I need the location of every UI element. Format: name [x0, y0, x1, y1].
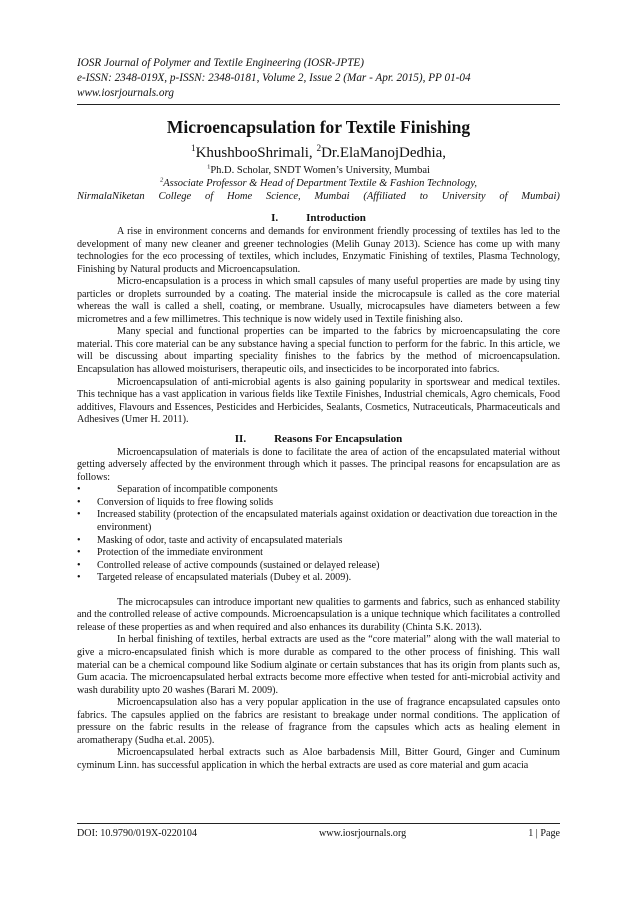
- list-item: [77, 535, 560, 548]
- affiliation-word: NirmalaNiketan: [77, 191, 145, 202]
- list-item: [77, 497, 560, 510]
- paragraph: Microencapsulation of materials is done to facilitate the area of action of the encapsulated material without getting adversely affected by the environment through which it passes. The principal reasons for encapsulation are as follows:: [77, 446, 560, 483]
- paragraph: In herbal finishing of textiles, herbal extracts are used as the “core material” along with the wall material to give a micro-encapsulated finish which is more durable as compared to the other process of finishing. This wall material can be a chemical compound like Sodium alginate or certain substances that has its origin from plants such as, Gum acacia. The microencapsulated herbal extracts become more effective when tested for anti-microbial activity and wash durability upto 20 washes (Barari M. 2009).: [77, 634, 560, 696]
- author-line: [77, 143, 560, 163]
- paragraph: Microencapsulation of anti-microbial agents is also gaining popularity in sportswear and medical textiles. This technique has a vast application in various fields like Textile Finishes, Industrial chemicals, Agro chemicals, Food additives, Flavours and Essences, Pesticides and Herbicides, Sealants, Cosmetics, Nutraceuticals, Pharmaceuticals and Adhesives (Umer H. 2011).: [77, 376, 560, 426]
- list-item-text: Protection of the immediate environment: [97, 547, 263, 559]
- paragraph: Microencapsulated herbal extracts such as Aloe barbadensis Mill, Bitter Gourd, Ginger and Cuminum cyminum Linn. has successful application in which the herbal extracts are used as core material and gum acacia: [77, 747, 560, 771]
- list-item: [77, 572, 560, 585]
- bullet-mark: •: [77, 572, 81, 584]
- affiliation-word: of: [205, 191, 214, 202]
- paragraph: Micro-encapsulation is a process in which small capsules of many useful properties are made by using tiny particles or droplets surrounded by a coating. The material inside the microcapsule is called as the core material whereas the wall is called a shell, coating, or membrane. Usually, microcapsules have diameters between a few micrometres and a few millimetres. This technique is now widely used in Textile finishing also.: [77, 276, 560, 325]
- bullet-mark: •: [77, 547, 81, 559]
- header-rule: [77, 104, 560, 105]
- section-number: II.: [234, 432, 247, 445]
- affiliation-word: University: [441, 191, 486, 202]
- list-item: [77, 560, 560, 573]
- affiliation-2-text: Associate Professor & Head of Department Textile & Fashion Technology,: [163, 178, 478, 189]
- bullet-mark: •: [77, 484, 81, 496]
- affiliation-word: Mumbai: [314, 191, 350, 202]
- author2-affiliation-mark: 2: [316, 144, 322, 154]
- bullet-mark: •: [77, 559, 81, 571]
- footer-doi: DOI: 10.9790/019X-0220104: [77, 828, 197, 839]
- list-item: [77, 509, 560, 534]
- footer-page-number: 1 | Page: [528, 828, 560, 839]
- bullet-mark: •: [77, 534, 81, 546]
- section-number: I.: [271, 212, 279, 224]
- affiliation-1-mark: 1: [207, 163, 211, 171]
- list-item-text: Controlled release of active compounds (sustained or delayed release): [97, 559, 380, 571]
- affiliation-word: Science,: [265, 191, 301, 202]
- page-footer: [77, 827, 560, 840]
- author1-affiliation-mark: 1: [190, 144, 196, 154]
- paragraph: Microencapsulation also has a very popular application in the use of fragrance encapsulated capsules onto fabrics. The capsules applied on the fabrics are resistant to breakage under normal conditions. The application of pressure on the fabric results in the release of fragrance from the capsules which acts as healing element in aromatherapy (Sudha et.al. 2005).: [77, 697, 560, 746]
- affiliation-2-mark: 2: [159, 176, 164, 184]
- list-item-text: Increased stability (protection of the encapsulated materials against oxidation or deactivation due toreaction in the environment): [97, 509, 558, 534]
- journal-website: www.iosrjournals.org: [77, 87, 174, 99]
- affiliation-2: [77, 177, 560, 190]
- bullet-mark: •: [77, 496, 81, 508]
- paper-body: [77, 211, 560, 772]
- paragraph: The microcapsules can introduce important new qualities to garments and fabrics, such as enhanced stability and the controlled release of active compounds. Microencapsulation is a unique technique which facilitates a controlled release of these properties as and when required and also enhances its durability (Chinta S.K. 2013).: [77, 596, 560, 633]
- author1-name: KhushbooShrimali,: [195, 145, 317, 161]
- list-item-text: Masking of odor, taste and activity of encapsulated materials: [97, 534, 343, 546]
- affiliation-2-continued: [77, 190, 560, 203]
- journal-name: IOSR Journal of Polymer and Textile Engineering (IOSR-JPTE): [77, 57, 364, 69]
- list-item-text: Targeted release of encapsulated materials (Dubey et al. 2009).: [97, 572, 352, 584]
- section-title: Reasons For Encapsulation: [274, 432, 403, 445]
- affiliation-word: to: [419, 191, 428, 202]
- journal-header: [77, 56, 577, 101]
- bullet-mark: •: [77, 509, 81, 521]
- footer-website: www.iosrjournals.org: [319, 828, 407, 839]
- author2-name: Dr.ElaManojDedhia,: [321, 145, 447, 161]
- spacer: [77, 585, 560, 597]
- affiliation-word: Mumbai): [521, 191, 560, 202]
- affiliation-word: College: [158, 191, 192, 202]
- paper-title: Microencapsulation for Textile Finishing: [166, 117, 471, 137]
- affiliation-word: (Affiliated: [363, 191, 406, 202]
- affiliation-word: of: [499, 191, 508, 202]
- paragraph: A rise in environment concerns and demands for environment friendly processing of textiles has led to the development of many new cleaner and greener technologies (Melih Gunay 2013). Science has come up with many technologies for the eco processing of textiles, which includes, Enzymatic Finishing of textiles, Plasma Technology, Finishing by Natural products and Microencapsulation.: [77, 226, 560, 275]
- footer-rule: [77, 823, 560, 824]
- section-heading-introduction: [77, 211, 560, 225]
- list-item: [77, 484, 560, 497]
- section-heading-reasons: [77, 432, 560, 446]
- list-item-text: Conversion of liquids to free flowing solids: [97, 496, 274, 508]
- reasons-list: [77, 484, 560, 584]
- affiliation-1-text: Ph.D. Scholar, SNDT Women’s University, Mumbai: [210, 165, 430, 176]
- list-item-text: Separation of incompatible components: [117, 484, 278, 496]
- affiliation-1: [77, 164, 560, 177]
- journal-issn: e-ISSN: 2348-019X, p-ISSN: 2348-0181, Volume 2, Issue 2 (Mar - Apr. 2015), PP 01-04: [77, 72, 471, 84]
- affiliation-word: Home: [227, 191, 253, 202]
- list-item: [77, 547, 560, 560]
- paragraph: Many special and functional properties can be imparted to the fabrics by microencapsulating the core material. This core material can be any substance having a special function to perform for the fabric. In this article, we will be discussing about imparting speciality finishes to the fabrics by the method of microencapsulation. Encapsulation has allowed moisturisers, therapeutic oils, and insecticides to be incorporated into fabrics.: [77, 326, 560, 376]
- section-title: Introduction: [306, 212, 366, 224]
